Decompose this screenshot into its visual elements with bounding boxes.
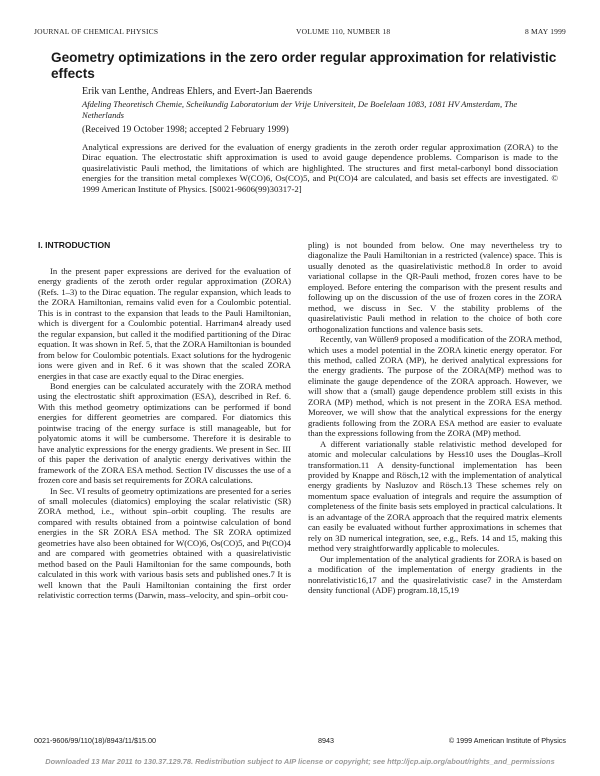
right-text-column — [308, 240, 562, 595]
journal-name: JOURNAL OF CHEMICAL PHYSICS — [34, 27, 159, 36]
copyright-notice: © 1999 American Institute of Physics — [448, 736, 566, 745]
volume-number: VOLUME 110, NUMBER 18 — [296, 27, 391, 36]
section-heading-introduction: I. INTRODUCTION — [38, 240, 111, 250]
abstract: Analytical expressions are derived for the evaluation of energy gradients in the zeroth order regular approximation (ZORA) to the Dirac equation. The electrostatic shift approximation is used to avoid gauge dependence problems. Comparison is made to the quasirelativistic Pauli method, the limitations of which are highlighted. The structures and first metal-carbonyl bond dissociation energies for the transition metal complexes W(CO)6, Os(CO)5, and Pt(CO)4 are calculated, and basis set effects are investigated. © 1999 American Institute of Physics. [S0021-9606(99)30317-2] — [82, 142, 558, 194]
received-dates: (Received 19 October 1998; accepted 2 February 1999) — [82, 125, 289, 135]
left-text-column — [38, 266, 291, 601]
author-list: Erik van Lenthe, Andreas Ehlers, and Evert-Jan Baerends — [82, 86, 313, 97]
issue-date: 8 MAY 1999 — [524, 27, 566, 36]
article-code: 0021-9606/99/110(18)/8943/11/$15.00 — [34, 736, 157, 745]
paragraph: A different variationally stable relativistic method developed for atomic and molecular calculations by Hess10 uses the Douglas–Kroll transformation.11 A density-functional implementation has been provided by Knappe and Rösch,12 with the implementation of analytical energy gradients by Nasluzov and Rösch.13 These schemes rely on momentum space evaluation of integrals and require the assumption of completeness of the finite basis sets employed in practical calculations. It is an advantage of the ZORA approach that the required matrix elements can easily be evaluated without further approximations in schemes that rely on 3D numerical integration, see, e.g., Refs. 14 and 15, making this method very straightforwardly applicable to molecules. — [308, 438, 562, 554]
author-affiliation: Afdeling Theoretisch Chemie, Scheikundig Laboratorium der Vrije Universiteit, De Boelelaan 1083, 1081 HV Amsterdam, The Netherlands — [82, 99, 518, 120]
paragraph: Bond energies can be calculated accurately with the ZORA method using the electrostatic shift approximation (ESA), described in Ref. 6. With this method geometry optimizations can be performed if bond energies for different geometries are compared. For diatomics this pointwise tracing of the energy surface is still manageable, but for polyatomic atoms it will be cumbersome. Therefore it is desirable to have analytic expressions for the energy gradients. We present in Sec. III of this paper the derivation of analytic energy derivatives within the framework of the ZORA ESA method. Section IV discusses the use of a frozen core and basis set requirements for ZORA calculations. — [38, 380, 291, 486]
paragraph: In the present paper expressions are derived for the evaluation of energy gradients of the zeroth order regular approximation (ZORA) (Refs. 1–3) to the Dirac equation. The regular expansion, which leads to the ZORA Hamiltonian, remains valid even for a Coulombic potential. This is in contrast to the expansion that leads to the Pauli Hamiltonian, which is divergent for a Coulombic potential. Harriman4 already used the regular expansion, but called it the modified partitioning of the Dirac equation. It was shown in Ref. 5, that the ZORA Hamiltonian is bounded from below for Coulombic potentials. Exact solutions for the hydrogenic ions were given and in Ref. 6 it was shown that the scaled ZORA energies in that case are exactly equal to the Dirac energies. — [38, 266, 291, 381]
paragraph: pling) is not bounded from below. One may nevertheless try to diagonalize the Pauli Hamiltonian in a restricted (valence) space. This is usually denoted as the quasirelativistic method.8 In order to avoid variational collapse in the QR-Pauli method, frozen cores have to be employed. Before entering the comparison with the present results and following up on the discussion of the use of frozen cores in the ZORA method, we discuss in Sec. V the stability problems of the quasirelativistic Pauli method in relation to the choice of both core orthogonalization functions and valence basis sets. — [308, 240, 562, 334]
paper-title: Geometry optimizations in the zero order regular approximation for relativistic effects — [51, 50, 557, 81]
download-notice: Downloaded 13 Mar 2011 to 130.37.129.78. Redistribution subject to AIP license or copyright; see http://jcp.aip.org/about/rights_and_permissions — [45, 757, 555, 766]
paragraph: In Sec. VI results of geometry optimizations are presented for a series of small molecules (diatomics) employing the scalar relativistic (SR) ZORA method, i.e., without spin–orbit coupling. The results are compared with results obtained from a pointwise calculation of bond energies in the SR ZORA ESA method. The SR ZORA optimized geometries have also been obtained for W(CO)6, Os(CO)5, and Pt(CO)4 and are compared with geometries obtained with a quasirelativistic method based on the Pauli Hamiltonian for the same compounds, both calculated in this work with various basis sets and published ones.7 It is well known that the Pauli Hamiltonian containing the first order relativistic correction terms (Darwin, mass–velocity, and spin–orbit cou- — [38, 485, 291, 601]
paragraph: Recently, van Wüllen9 proposed a modification of the ZORA method, which uses a model potential in the ZORA kinetic energy operator. For this method, called ZORA (MP), he derived analytical expressions for the energy gradients. The purpose of the ZORA(MP) method was to eliminate the gauge dependence of the ZORA approach. However, we will show that a (small) gauge dependence problem still exists in this ZORA (MP) method, which is not present in the ZORA ESA method. Moreover, we will show that the analytical expressions for the energy gradients following from the ZORA ESA method are easier to evaluate than the expressions following from the ZORA (MP) method. — [308, 334, 562, 439]
running-header — [34, 27, 566, 39]
page-footer — [34, 736, 566, 748]
paragraph: Our implementation of the analytical gradients for ZORA is based on a modification of the implementation of energy gradients in the nonrelativistic16,17 and the quasirelativistic case7 in the Amsterdam density functional (ADF) program.18,15,19 — [308, 553, 562, 595]
page-number: 8943 — [318, 736, 334, 745]
